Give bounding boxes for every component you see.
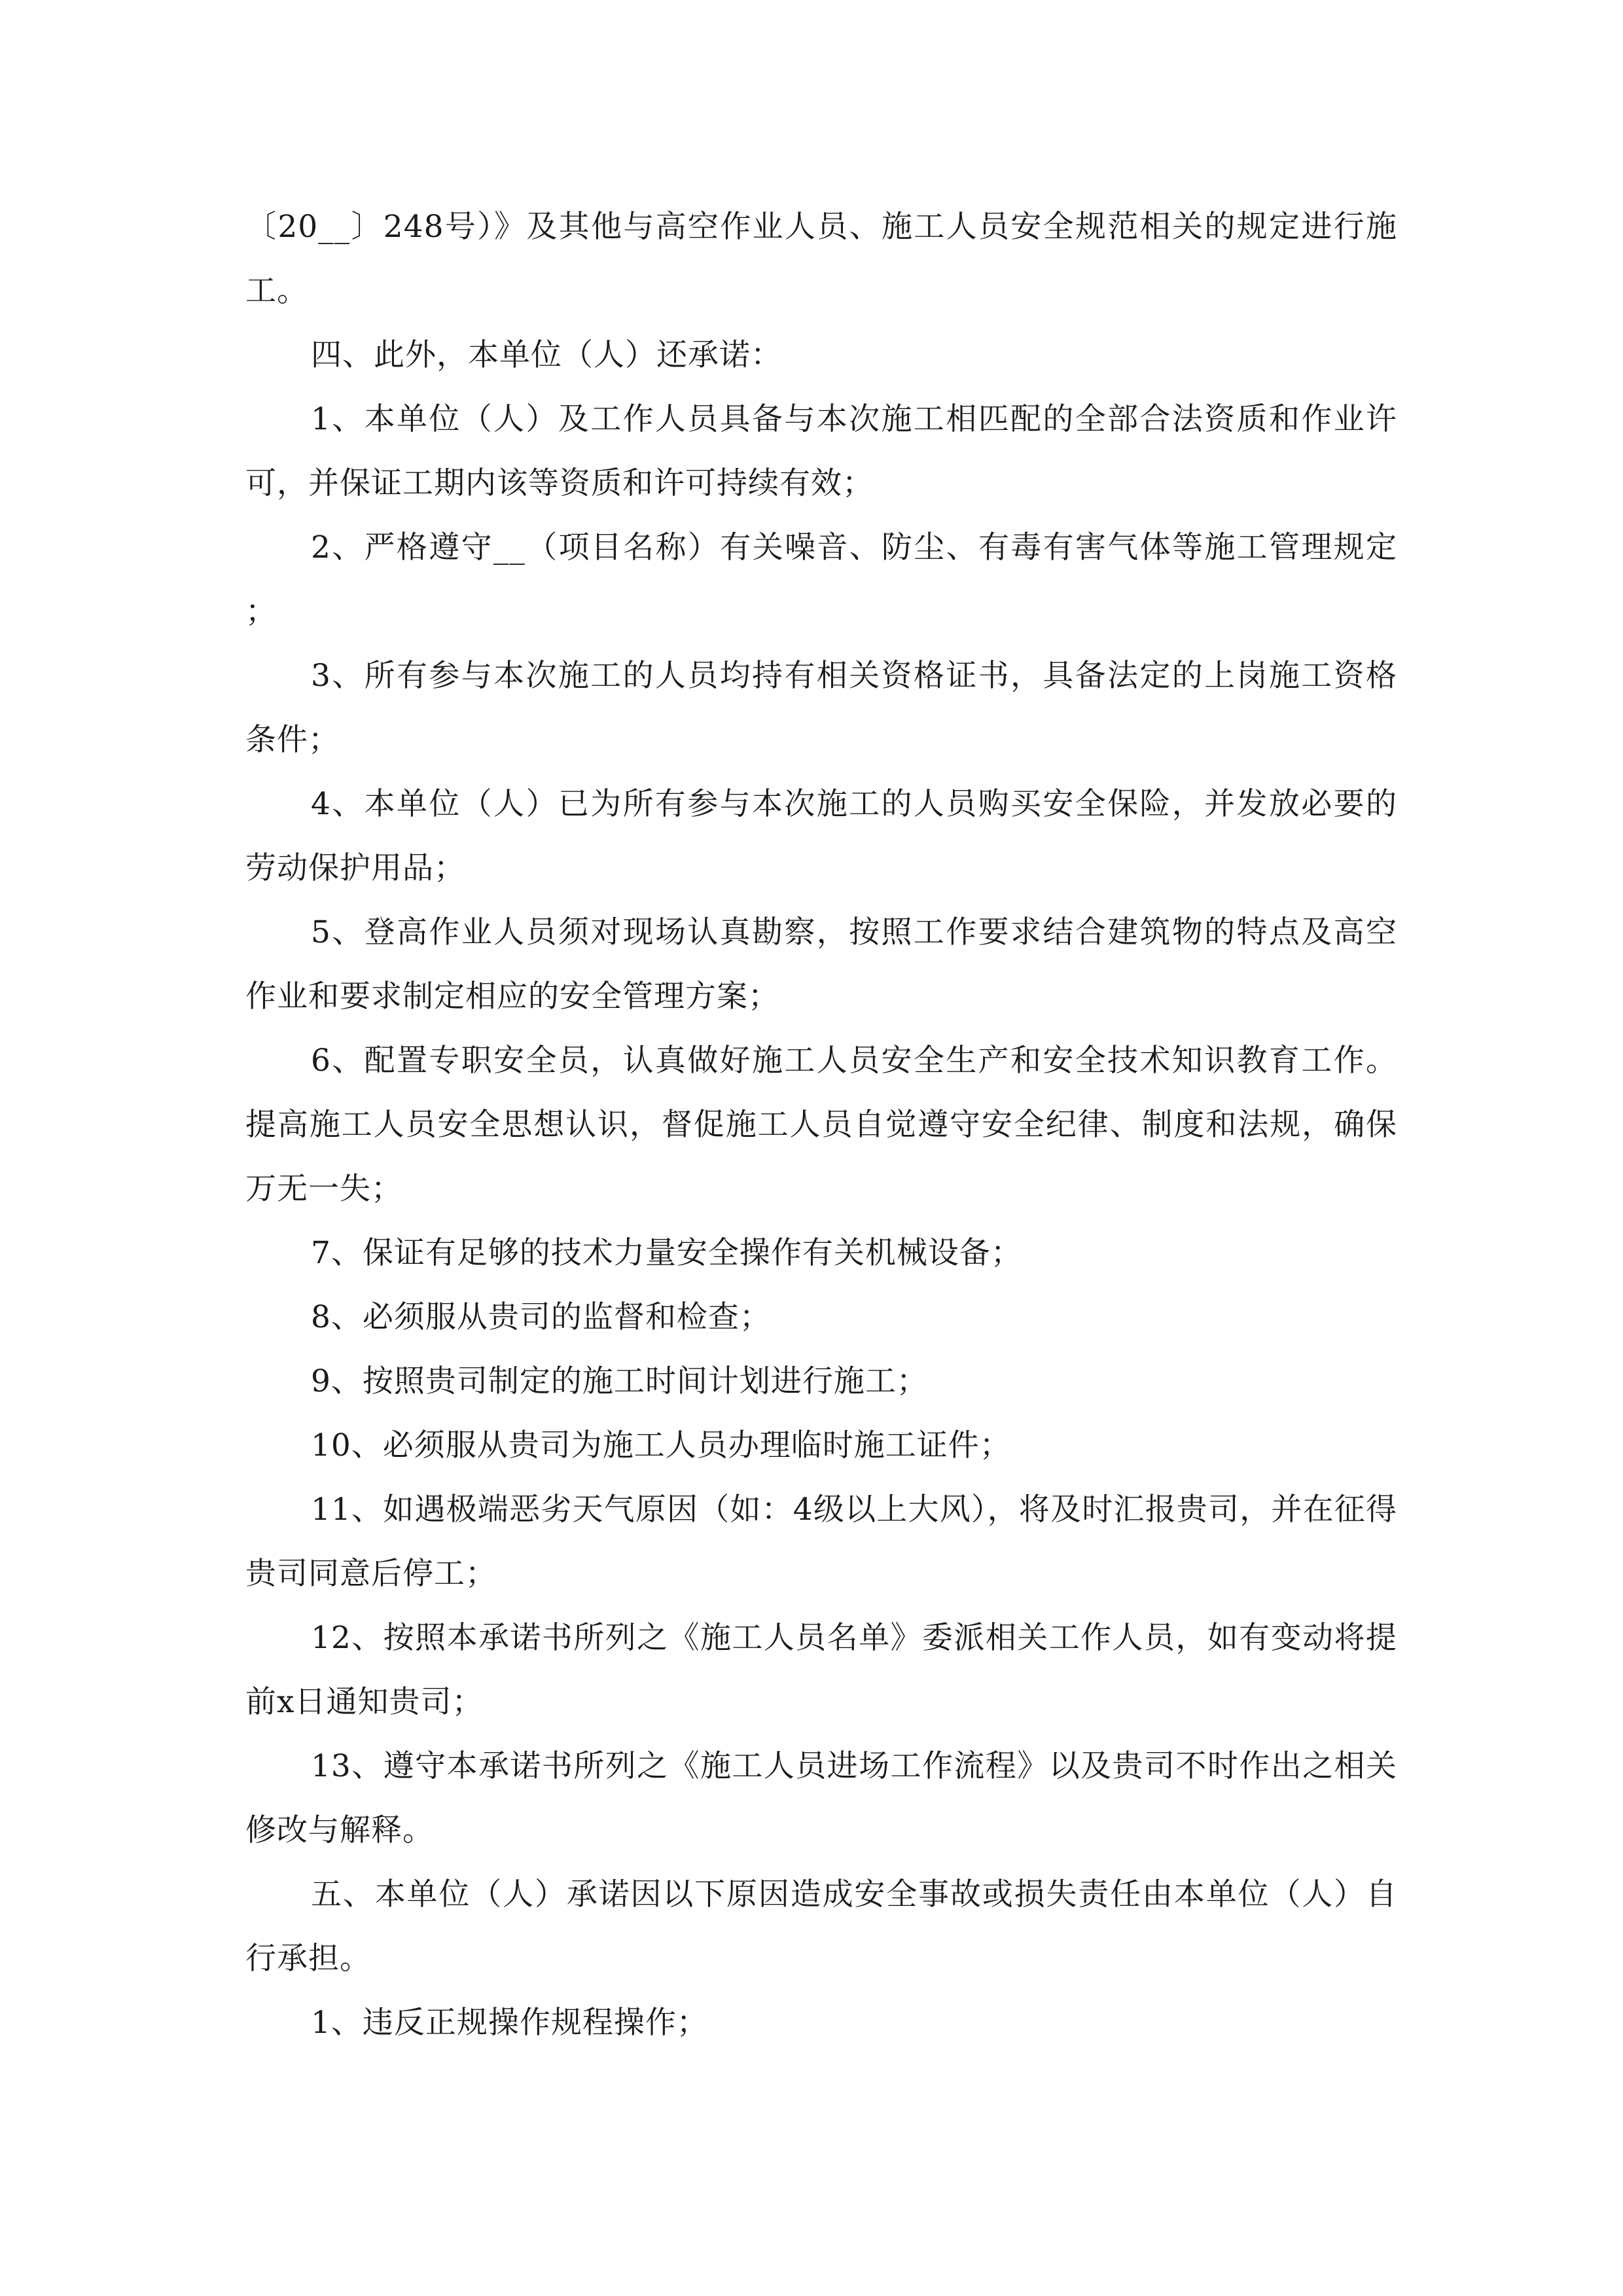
paragraph-item-12: 12、按照本承诺书所列之《施工人员名单》委派相关工作人员，如有变动将提前x日通知贵司； (245, 1620, 1397, 1720)
paragraph-item-8: 8、必须服从贵司的监督和检查； (311, 1299, 771, 1335)
paragraph-item-7: 7、保证有足够的技术力量安全操作有关机械设备； (311, 1235, 1022, 1271)
paragraph-item-2: 2、严格遵守__（项目名称）有关噪音、防尘、有毒有害气体等施工管理规定； (245, 529, 1397, 630)
paragraph-item-5: 5、登高作业人员须对现场认真勘察，按照工作要求结合建筑物的特点及高空作业和要求制定相应的安全管理方案； (245, 914, 1397, 1014)
paragraph-item-6: 6、配置专职安全员，认真做好施工人员安全生产和安全技术知识教育工作。提高施工人员安全思想认识，督促施工人员自觉遵守安全纪律、制度和法规，确保万无一失； (245, 1043, 1397, 1207)
paragraph-item-3: 3、所有参与本次施工的人员均持有相关资格证书，具备法定的上岗施工资格条件； (245, 658, 1397, 758)
document-body (245, 195, 1397, 2055)
paragraph-item-10: 10、必须服从贵司为施工人员办理临时施工证件； (311, 1427, 1011, 1463)
paragraph-section-four-heading: 四、此外，本单位（人）还承诺： (311, 337, 782, 373)
paragraph-section-five-item-1: 1、违反正规操作规程操作； (311, 2005, 708, 2041)
paragraph-item-13: 13、遵守本承诺书所列之《施工人员进场工作流程》以及贵司不时作出之相关修改与解释。 (245, 1748, 1397, 1848)
paragraph-item-1: 1、本单位（人）及工作人员具备与本次施工相匹配的全部合法资质和作业许可，并保证工期内该等资质和许可持续有效； (245, 401, 1397, 501)
paragraph-section-five-heading: 五、本单位（人）承诺因以下原因造成安全事故或损失责任由本单位（人）自行承担。 (245, 1876, 1397, 1977)
paragraph-item-11: 11、如遇极端恶劣天气原因（如：4级以上大风），将及时汇报贵司，并在征得贵司同意后停工； (245, 1492, 1397, 1592)
paragraph-continuation: 〔20__〕248号）》及其他与高空作业人员、施工人员安全规范相关的规定进行施工。 (245, 209, 1397, 309)
paragraph-item-9: 9、按照贵司制定的施工时间计划进行施工； (311, 1363, 928, 1399)
paragraph-item-4: 4、本单位（人）已为所有参与本次施工的人员购买安全保险，并发放必要的劳动保护用品； (245, 786, 1397, 886)
